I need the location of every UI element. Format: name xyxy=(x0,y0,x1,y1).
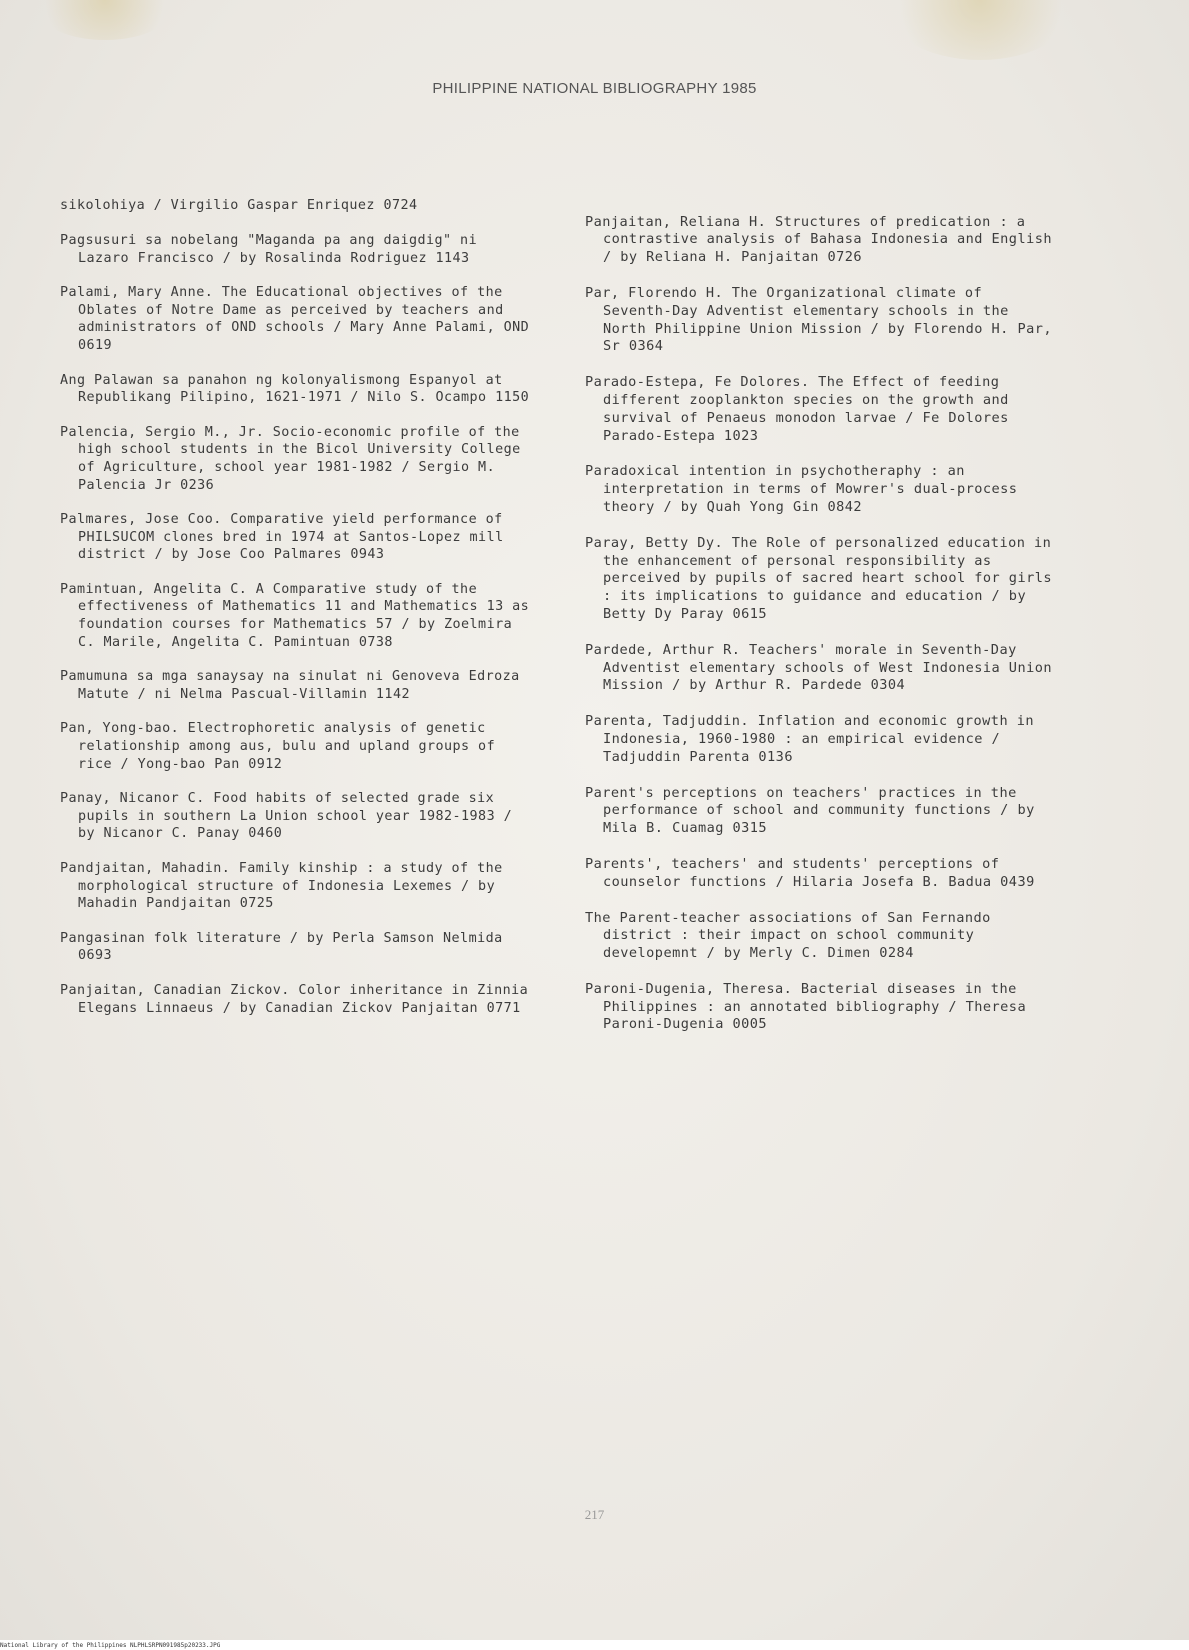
bibliography-entry: The Parent-teacher associations of San Fernando district : their impact on school community developemnt / by Merly C. Dimen 0284 xyxy=(585,909,991,962)
bibliography-entry: Pamintuan, Angelita C. A Comparative study of the effectiveness of Mathematics 11 and Mathematics 13 as foundation courses for Mathematics 57 / by Zoelmira C. Marile, Angelita C. Pamintuan 0738 xyxy=(60,581,530,650)
bibliography-entry: Par, Florendo H. The Organizational climate of Seventh-Day Adventist elementary schools in the North Philippine Union Mission / by Florendo H. Par, Sr 0364 xyxy=(585,284,1052,355)
bibliography-entry: Pardede, Arthur R. Teachers' morale in Seventh-Day Adventist elementary schools of West Indonesia Union Mission / by Arthur R. Pardede 0304 xyxy=(585,641,1052,694)
bibliography-entry: Pan, Yong-bao. Electrophoretic analysis of genetic relationship among aus, bulu and upland groups of rice / Yong-bao Pan 0912 xyxy=(60,721,496,772)
right-column xyxy=(585,200,1055,1052)
bibliography-entry: Parado-Estepa, Fe Dolores. The Effect of feeding different zooplankton species on the growth and survival of Penaeus monodon larvae / Fe Dolores Parado-Estepa 1023 xyxy=(585,374,1009,444)
bibliography-entry: Parents', teachers' and students' perceptions of counselor functions / Hilaria Josefa B. Badua 0439 xyxy=(585,855,1035,890)
scan-footer-text: National Library of the Philippines NLPHLSRPN091985p20233.JPG xyxy=(0,1642,221,1649)
bibliography-entry: Palencia, Sergio M., Jr. Socio-economic profile of the high school students in the Bicol University College of Agriculture, school year 1981-1982 / Sergio M. Palencia Jr 0236 xyxy=(60,424,521,493)
page-number: 217 xyxy=(584,1507,605,1522)
bibliography-entry: Pandjaitan, Mahadin. Family kinship : a study of the morphological structure of Indonesia Lexemes / by Mahadin Pandjaitan 0725 xyxy=(60,861,503,912)
bibliography-entry: Paroni-Dugenia, Theresa. Bacterial diseases in the Philippines : an annotated bibliography / Theresa Paroni-Dugenia 0005 xyxy=(585,980,1027,1033)
bibliography-entry: Pangasinan folk literature / by Perla Samson Nelmida 0693 xyxy=(60,930,503,964)
bibliography-entry: Pamumuna sa mga sanaysay na sinulat ni Genoveva Edroza Matute / ni Nelma Pascual-Villamin 1142 xyxy=(60,669,520,702)
bibliography-entry: Paray, Betty Dy. The Role of personalized education in the enhancement of personal responsibility as perceived by pupils of sacred heart school for girls : its implications to guidance and education / by Betty Dy Paray 0615 xyxy=(585,534,1052,622)
bibliography-entry: Panjaitan, Canadian Zickov. Color inheritance in Zinnia Elegans Linnaeus / by Canadian Zickov Panjaitan 0771 xyxy=(60,982,529,1016)
scan-footer-strip xyxy=(0,1640,1189,1650)
left-column xyxy=(60,184,530,1034)
bibliography-entry: sikolohiya / Virgilio Gaspar Enriquez 0724 xyxy=(60,198,418,214)
bibliography-entry: Parent's perceptions on teachers' practices in the performance of school and community functions / by Mila B. Cuamag 0315 xyxy=(585,784,1035,837)
bibliography-entry: Palmares, Jose Coo. Comparative yield performance of PHILSUCOM clones bred in 1974 at Santos-Lopez mill district / by Jose Coo Palmares 0943 xyxy=(60,512,504,563)
bibliography-entry: Palami, Mary Anne. The Educational objectives of the Oblates of Notre Dame as perceived by teachers and administrators of OND schools / Mary Anne Palami, OND 0619 xyxy=(60,285,530,353)
bibliography-entry: Pagsusuri sa nobelang "Maganda pa ang daigdig" ni Lazaro Francisco / by Rosalinda Rodriguez 1143 xyxy=(60,232,478,266)
bibliography-entry: Parenta, Tadjuddin. Inflation and economic growth in Indonesia, 1960-1980 : an empirical evidence / Tadjuddin Parenta 0136 xyxy=(585,713,1034,765)
page-title: PHILIPPINE NATIONAL BIBLIOGRAPHY 1985 xyxy=(432,80,757,97)
bibliography-entry: Paradoxical intention in psychotheraphy : an interpretation in terms of Mowrer's dual-process theory / by Quah Yong Gin 0842 xyxy=(585,463,1018,515)
bibliography-entry: Panay, Nicanor C. Food habits of selected grade six pupils in southern La Union school year 1982-1983 / by Nicanor C. Panay 0460 xyxy=(60,791,513,842)
bibliography-entry: Ang Palawan sa panahon ng kolonyalismong Espanyol at Republikang Pilipino, 1621-1971 / Nilo S. Ocampo 1150 xyxy=(60,372,530,406)
bibliography-entry: Panjaitan, Reliana H. Structures of predication : a contrastive analysis of Bahasa Indonesia and English / by Reliana H. Panjaitan 0726 xyxy=(585,213,1052,266)
